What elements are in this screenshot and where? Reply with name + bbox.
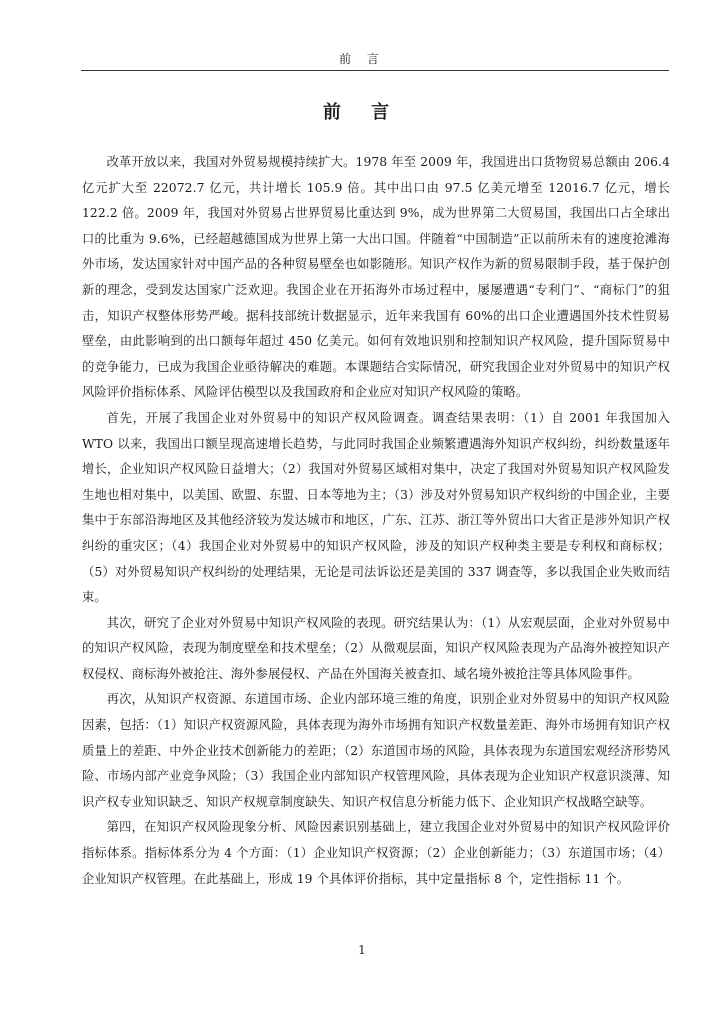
paragraph-third: 再次，从知识产权资源、东道国市场、企业内部环境三维的角度，识别企业对外贸易中的知识产权风险因素，包括：（1）知识产权资源风险，具体表现为海外市场拥有知识产权数量差距、海外市场拥有知识产权质量上的差距、中外企业技术创新能力的差距；（2）东道国市场的风险，具体表现为东道国宏观经济形势风险、市场内部产业竞争风险；（3）我国企业内部知识产权管理风险，具体表现为企业知识产权意识淡薄、知识产权专业知识缺乏、知识产权规章制度缺失、知识产权信息分析能力低下、企业知识产权战略空缺等。: [82, 692, 670, 809]
body-text: [82, 150, 670, 892]
paragraph-second: 其次，研究了企业对外贸易中知识产权风险的表现。研究结果认为：（1）从宏观层面，企业对外贸易中的知识产权风险，表现为制度壁垒和技术壁垒；（2）从微观层面，知识产权风险表现为产品海外被控知识产权侵权、商标海外被抢注、海外参展侵权、产品在外国海关被查扣、域名境外被抢注等具体风险事件。: [82, 615, 670, 681]
page-title: 前 言: [322, 102, 402, 123]
running-header: 前 言: [339, 52, 385, 66]
paragraph-first: 首先，开展了我国企业对外贸易中的知识产权风险调查。调查结果表明：（1）自 2001 年我国加入 WTO 以来，我国出口额呈现高速增长趋势，与此同时我国企业频繁遭遇海外知识产权纠纷，纠纷数量逐年增长，企业知识产权风险日益增大；（2）我国对外贸易区域相对集中，决定了我国对外贸易知识产权风险发生地也相对集中，以美国、欧盟、东盟、日本等地为主；（3）涉及对外贸易知识产权纠纷的中国企业，主要集中于东部沿海地区及其他经济较为发达城市和地区，广东、江苏、浙江等外贸出口大省正是涉外知识产权纠纷的重灾区；（4）我国企业对外贸易中的知识产权风险，涉及的知识产权种类主要是专利权和商标权；（5）对外贸易知识产权纠纷的处理结果，无论是司法诉讼还是美国的 337 调查等，多以我国企业失败而结束。: [82, 410, 670, 605]
page-number: 1: [358, 943, 366, 957]
paragraph-fourth: 第四，在知识产权风险现象分析、风险因素识别基础上，建立我国企业对外贸易中的知识产权风险评价指标体系。指标体系分为 4 个方面：（1）企业知识产权资源；（2）企业创新能力；（3）东道国市场；（4）企业知识产权管理。在此基础上，形成 19 个具体评价指标，其中定量指标 8 个，定性指标 11 个。: [82, 820, 670, 886]
header-rule: [81, 70, 669, 71]
paragraph-intro: 改革开放以来，我国对外贸易规模持续扩大。1978 年至 2009 年，我国进出口货物贸易总额由 206.4 亿元扩大至 22072.7 亿元，共计增长 105.9 倍。其中出口由 97.5 亿美元增至 12016.7 亿元，增长 122.2 倍。2009 年，我国对外贸易占世界贸易比重达到 9%，成为世界第二大贸易国，我国出口占全球出口的比重为 9.6%，已经超越德国成为世界上第一大出口国。伴随着“中国制造”正以前所未有的速度抢滩海外市场，发达国家针对中国产品的各种贸易壁垒也如影随形。知识产权作为新的贸易限制手段，基于保护创新的理念，受到发达国家广泛欢迎。我国企业在开拓海外市场过程中，屡屡遭遇“专利门”、“商标门”的狙击，知识产权整体形势严峻。据科技部统计数据显示，近年来我国有 60%的出口企业遭遇国外技术性贸易壁垒，由此影响到的出口额每年超过 450 亿美元。如何有效地识别和控制知识产权风险，提升国际贸易中的竞争能力，已成为我国企业亟待解决的难题。本课题结合实际情况，研究我国企业对外贸易中的知识产权风险评价指标体系、风险评估模型以及我国政府和企业应对知识产权风险的策略。: [82, 155, 670, 400]
